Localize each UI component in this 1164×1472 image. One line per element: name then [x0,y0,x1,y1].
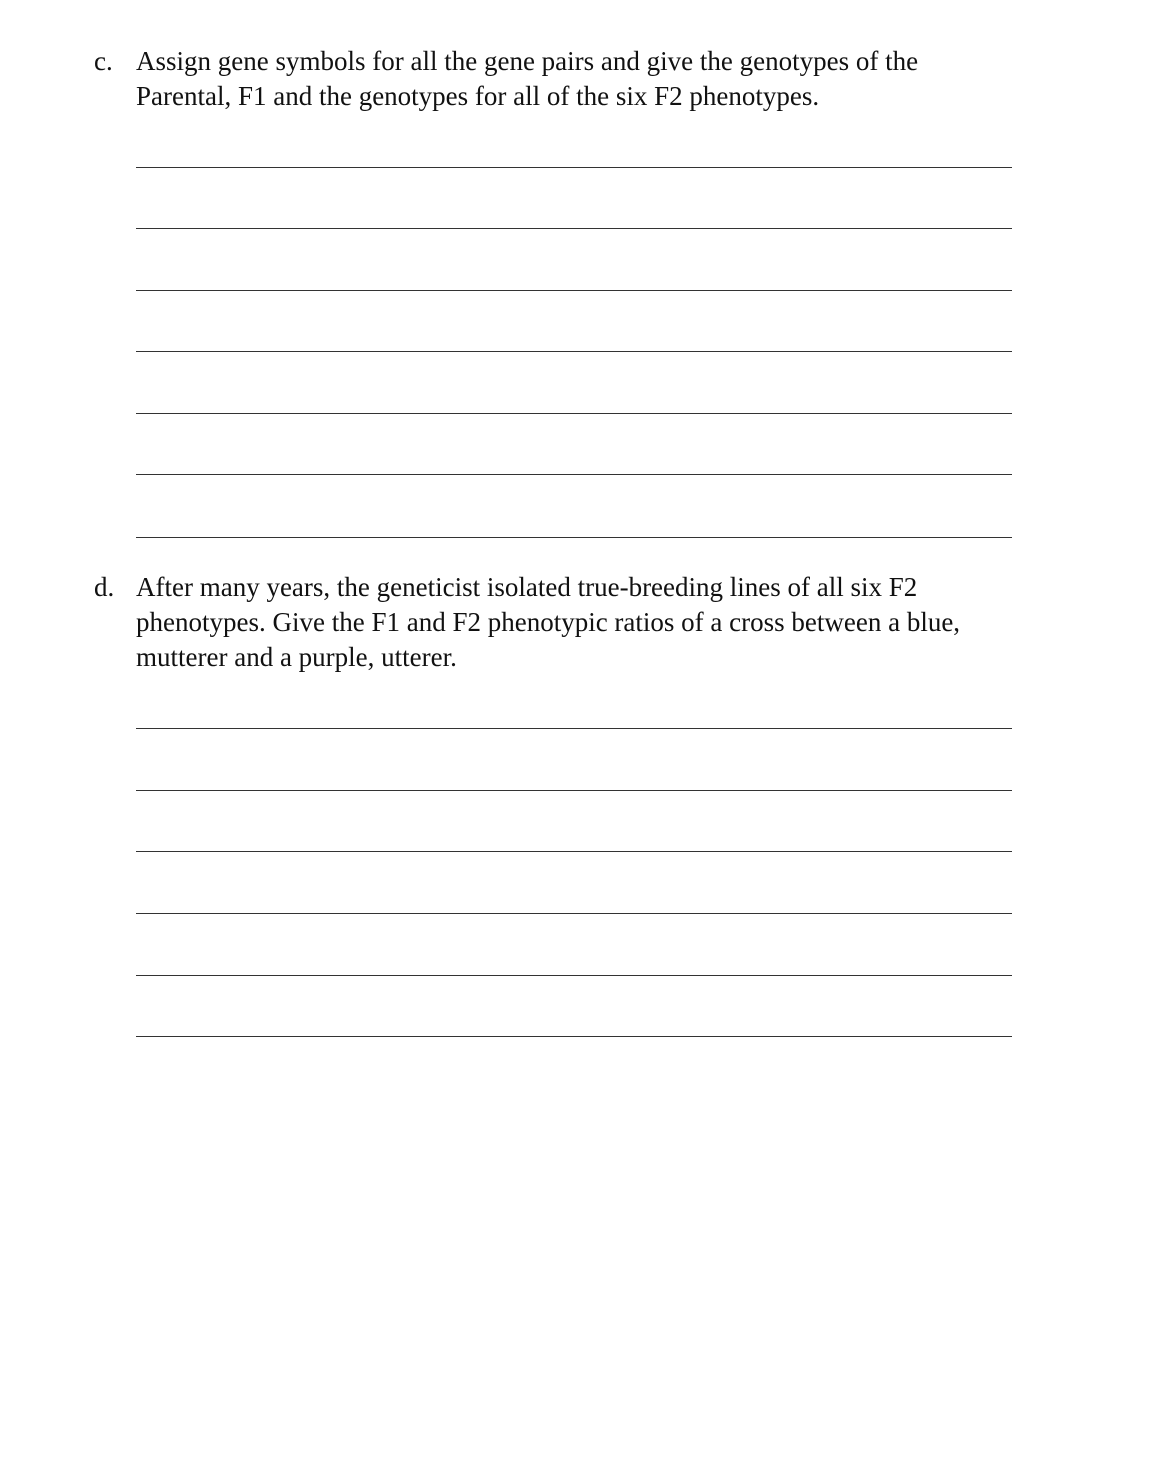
answer-line[interactable] [136,167,1012,168]
answer-line[interactable] [136,851,1012,852]
answer-line[interactable] [136,474,1012,475]
answer-line[interactable] [136,1036,1012,1037]
answer-line[interactable] [136,228,1012,229]
question-letter: d. [94,572,115,602]
answer-line[interactable] [136,351,1012,352]
question-text: Assign gene symbols for all the gene pairs and give the genotypes of the Parental, F1 and the genotypes for all of the six F2 phenotypes. [136,46,919,111]
answer-line[interactable] [136,790,1012,791]
question-letter: c. [94,46,113,76]
answer-line[interactable] [136,413,1012,414]
answer-line[interactable] [136,537,1012,538]
answer-line[interactable] [136,913,1012,914]
question-text: After many years, the geneticist isolated true-breeding lines of all six F2 phenotypes. Give the F1 and F2 phenotypic ratios of a cross between a blue, mutterer and a purple, utterer. [136,572,961,672]
answer-line[interactable] [136,290,1012,291]
answer-line[interactable] [136,975,1012,976]
answer-line[interactable] [136,728,1012,729]
